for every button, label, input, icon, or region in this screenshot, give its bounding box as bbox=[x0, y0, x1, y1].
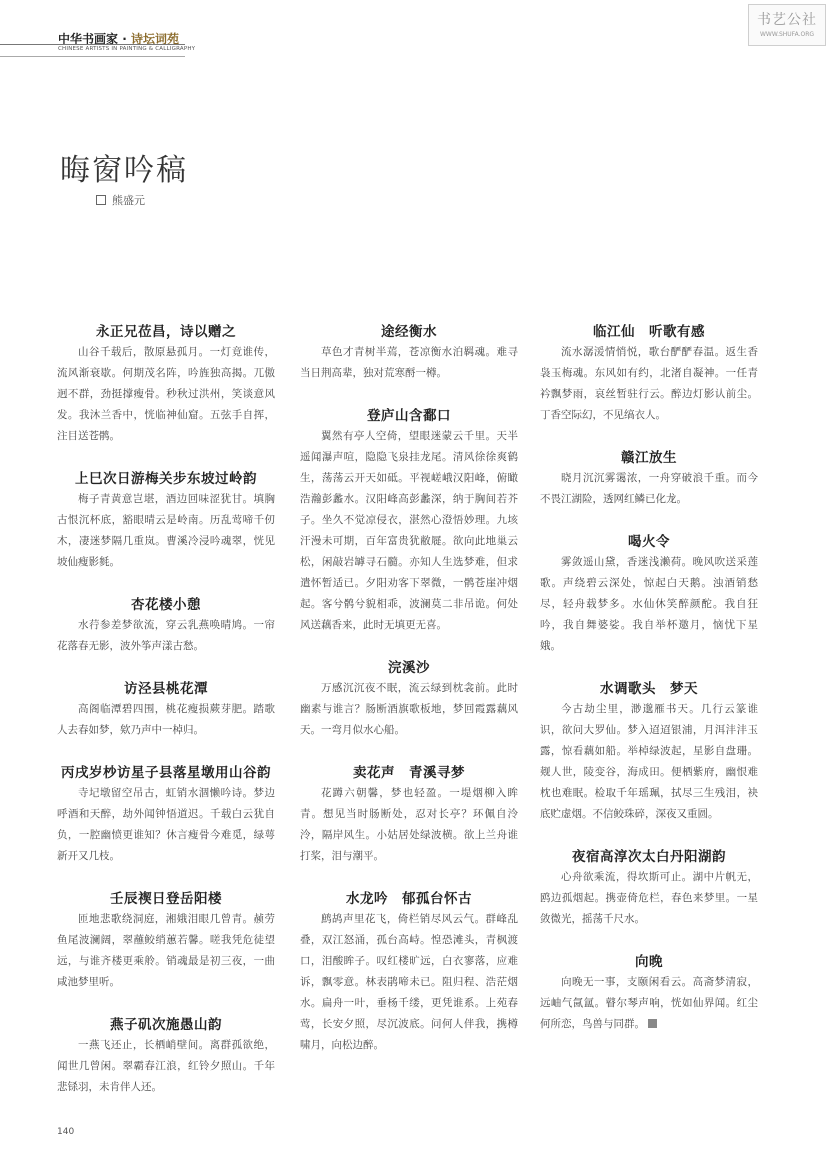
square-bullet-icon bbox=[96, 195, 106, 205]
poem-body-text: 向晚无一事，支颐闲看云。高斋梦清寂，远岫气氤氲。瞽尔琴声响，恍如仙界闻。红尘何所恋，鸟兽与同群。 bbox=[540, 976, 758, 1030]
poem-title: 登庐山含鄱口 bbox=[367, 408, 451, 424]
poem-body: 山谷千载后，散原悬孤月。一灯竟谁传，流风渐衰歇。何期茂名阵，吟旌独高揭。兀傲迥不群，劲挺撑瘦骨。秒秋过洪州，笑谈意风发。我沐兰香中，恍临神仙窟。五弦手自挥，注目送苍鹘。 bbox=[57, 346, 275, 442]
poem-title: 水龙吟 郁孤台怀古 bbox=[346, 891, 472, 907]
header-rule-lower bbox=[0, 56, 185, 57]
site-logo bbox=[748, 4, 826, 46]
poem-title: 夜宿高淳次太白丹阳湖韵 bbox=[572, 849, 726, 865]
poem bbox=[57, 887, 275, 993]
poem-body: 雾敛遥山黛，香迷浅濑荷。晚风吹送采莲歌。声绕碧云深处，惊起白天鹅。浊酒销愁尽，轻舟载梦多。水仙休笑醉颜酡。我自狂吟，我自舞婆娑。我自举杯邀月，恼忧下星娥。 bbox=[540, 556, 758, 652]
poem-body: 寺圮墩留空吊古，虹销水涸懒吟诗。梦边呼酒和天醉，劫外闻钟悟道迟。千载白云犹自负，一腔幽愤更谁知？休言瘦骨今难觅，绿萼新开又几枝。 bbox=[57, 787, 275, 862]
poem bbox=[300, 761, 518, 867]
poem bbox=[300, 404, 518, 636]
poem-title: 赣江放生 bbox=[621, 450, 677, 466]
poem bbox=[57, 677, 275, 741]
poem-title: 永正兄莅昌，诗以赠之 bbox=[96, 324, 236, 340]
poem-title: 燕子矶次施愚山韵 bbox=[110, 1017, 222, 1033]
logo-url: WWW.SHUFA.ORG bbox=[759, 31, 815, 38]
poem bbox=[540, 677, 758, 825]
poem-body: 匝地悲歌绕洞庭，湘娥泪眼几曾青。赪劳鱼尾波澜阔，翠蘸鲛绡蕙若馨。嗟我凭危徒望远，与谁齐楼更乘舲。销魂最是初三夜，一曲咸池梦里听。 bbox=[57, 913, 275, 988]
header-separator: · bbox=[122, 32, 127, 46]
column-3 bbox=[540, 320, 758, 1055]
poem bbox=[57, 761, 275, 867]
column-1 bbox=[57, 320, 275, 1118]
poem bbox=[300, 656, 518, 741]
logo-chars: 书艺公社 bbox=[757, 12, 817, 28]
section-name: 诗坛词苑 bbox=[130, 32, 179, 46]
poem-body: 一燕飞还止，长栖峭壁间。离群孤欲绝，闻世几曾闲。翠霸春江浪，红铃夕照山。千年悲铩羽，未肯伴人还。 bbox=[57, 1039, 275, 1093]
header-subtitle: CHINESE ARTISTS IN PAINTING & CALLIGRAPHY bbox=[58, 46, 196, 52]
poem bbox=[540, 446, 758, 510]
poem-body: 草色才青树半蔫，苍凉衡水泊羁魂。难寻当日荆高辈，独对荒寒酹一樽。 bbox=[300, 346, 518, 379]
poem-body: 梅子青黄意岂堪，酒边回味涩犹甘。填胸古恨沉杯底，豁眼晴云是岭南。历乱莺啼千仞木，凄迷梦隔几重岚。曹溪冷浸吟魂翠，恍见坡仙瘦影毵。 bbox=[57, 493, 275, 568]
poem bbox=[540, 845, 758, 930]
poem-title: 杏花楼小憩 bbox=[131, 597, 201, 613]
poem bbox=[540, 320, 758, 426]
poem-title: 喝火令 bbox=[628, 534, 670, 550]
author-name: 熊盛元 bbox=[112, 194, 145, 207]
poem bbox=[300, 320, 518, 384]
poem-body: 花蹲六朝馨，梦也轻盈。一堤烟柳入眸青。想见当时肠断处，忍对长亭？环佩自泠泠，隔岸风生。小姑居处绿波横。欲上兰舟谁打桨，泪与潮平。 bbox=[300, 787, 518, 862]
header-rule bbox=[0, 44, 185, 45]
poem-body: 高阁临潭碧四围，桃花瘦损蕨芽肥。踏歌人去春如梦，欸乃声中一棹归。 bbox=[57, 703, 275, 736]
poem bbox=[300, 887, 518, 1056]
poem bbox=[57, 467, 275, 573]
article-title: 晦窗吟稿 bbox=[60, 153, 188, 188]
page-number: 140 bbox=[57, 1127, 75, 1137]
poem bbox=[540, 530, 758, 657]
magazine-name: 中华书画家 bbox=[58, 32, 119, 46]
poem-body-last bbox=[540, 972, 758, 1035]
poem-title: 丙戌岁杪访星子县落星墩用山谷韵 bbox=[61, 765, 271, 781]
poem-body: 水荇参差梦欲流，穿云乳燕唤晴鸠。一帘花落春无影，波外筝声漾古愁。 bbox=[57, 619, 275, 652]
poem-body: 流水潺湲情悄悦，歌台酽酽春温。返生香袅玉梅魂。东风如有约，北渚自凝神。一任青衿飘梦雨，哀丝暂驻行云。醉边灯影认前尘。丁香空际幻，不见缟衣人。 bbox=[540, 346, 758, 421]
poem-title: 上巳次日游梅关步东坡过岭韵 bbox=[75, 471, 257, 487]
poem-title: 壬辰禊日登岳阳楼 bbox=[110, 891, 222, 907]
poem-body: 翼然有亭人空倚，望眼迷蒙云千里。天半遥闻瀑声喧，隐隐飞泉挂龙尾。清风徐徐爽鹤生，荡荡云开天如砥。平视嵯峨汉阳峰，俯瞰浩瀚彭蠡水。汉阳峰高彭蠡深，纳于胸间若芥子。坐久不觉凉侵衣，湛然心澄悟妙理。九垓汗漫未可期，百年富贵犹敝屣。欲向此地巢云松，闲敲岩罅寻石髓。亦知人生选梦难，但求遣怀暂适已。夕阳劝客下翠微，一鹘苍崖冲烟起。客兮鹘兮貌相乖，波澜莫二非吊诡。何处风送藕香来，此时无填更无喜。 bbox=[300, 430, 518, 631]
poem-title: 临江仙 听歌有感 bbox=[593, 324, 705, 340]
column-2 bbox=[300, 320, 518, 1076]
poem-body: 今古劫尘里，渺邈雁书天。几行云篆谁识，欲问大罗仙。梦入迢迢银浦，月洱沣沣玉露，惊看藕如船。举棹绿波起，星影自盘珊。觌人世，陵变谷，海成田。便栖紫府，幽恨难枕也难眠。检取千年瑶珮，拭尽三生残泪，袂底贮虚烟。不信鲛珠碎，深夜又重圆。 bbox=[540, 703, 758, 820]
poem-body: 鹧鸪声里花飞，倚栏销尽风云气。群峰乱叠，双江怒涌，孤台高峙。惶恐滩头，青枫渡口，泪酸眸子。叹红楼旷远，白衣寥落，应难诉，飘零意。林表鹃啼未已。阻归程、浩茫烟水。扁舟一叶，垂杨千缕，更凭谁系。上苑春莺，长安夕照，尽沉波底。问何人伴我，携樽啸月，向松边醉。 bbox=[300, 913, 518, 1051]
poem bbox=[57, 1013, 275, 1098]
poem bbox=[57, 320, 275, 447]
poem-body: 晓月沉沉雾霭浓，一舟穿破浪千重。而今不畏江湖险，透网红鳞已化龙。 bbox=[540, 472, 758, 505]
poem bbox=[540, 950, 758, 1035]
poem-title: 卖花声 青溪寻梦 bbox=[353, 765, 465, 781]
poem-title: 途经衡水 bbox=[381, 324, 437, 340]
poem-title: 访泾县桃花潭 bbox=[124, 681, 208, 697]
poem-body: 万感沉沉夜不眠，流云绿到枕衾前。此时幽素与谁言？肠断酒旗歌板地，梦回霞露藕风天。一弯月似水心船。 bbox=[300, 682, 518, 736]
poem-title: 浣溪沙 bbox=[388, 660, 430, 676]
poem-title: 水调歌头 梦天 bbox=[600, 681, 698, 697]
end-mark-icon bbox=[648, 1019, 657, 1028]
poem bbox=[57, 593, 275, 657]
poem-body: 心舟欲乘流，得坎斯可止。湖中片帆无，鸥边孤烟起。携壶倚危栏，春色来梦里。一星敛微光，摇荡千尺水。 bbox=[540, 871, 758, 925]
poem-title: 向晚 bbox=[635, 954, 663, 970]
author-line bbox=[96, 192, 145, 208]
